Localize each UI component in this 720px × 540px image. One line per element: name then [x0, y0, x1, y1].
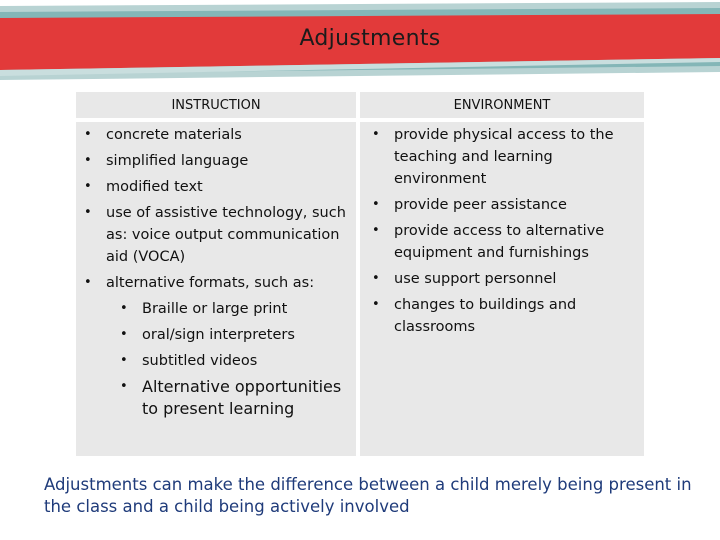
footer-statement: Adjustments can make the difference between a child merely being present in the class and a child being actively involved	[44, 475, 692, 516]
adjustments-table	[76, 92, 644, 456]
environment-item: • use support personnel	[364, 268, 640, 290]
environment-item: • provide peer assistance	[364, 194, 640, 216]
instruction-item: • use of assistive technology, such as: voice output communication aid (VOCA)	[76, 202, 354, 268]
page-title: Adjustments	[299, 26, 441, 51]
instruction-subitem: • Braille or large print	[76, 298, 354, 320]
environment-item: • provide physical access to the teaching and learning environment	[364, 124, 640, 190]
environment-header: ENVIRONMENT	[453, 98, 551, 113]
environment-list	[364, 124, 640, 342]
instruction-item: • alternative formats, such as:	[76, 272, 354, 294]
environment-item: • provide access to alternative equipment and furnishings	[364, 220, 640, 264]
instruction-subitem: • oral/sign interpreters	[76, 324, 354, 346]
instruction-list	[76, 124, 354, 424]
instruction-header-cell	[76, 92, 356, 118]
instruction-item: • simplified language	[76, 150, 354, 172]
environment-header-cell	[360, 92, 644, 118]
instruction-header: INSTRUCTION	[171, 98, 261, 113]
instruction-subitem: • subtitled videos	[76, 350, 354, 372]
instruction-item: • modified text	[76, 176, 354, 198]
instruction-item: • concrete materials	[76, 124, 354, 146]
instruction-subitem: • Alternative opportunities to present learning	[76, 376, 354, 420]
environment-item: • changes to buildings and classrooms	[364, 294, 640, 338]
